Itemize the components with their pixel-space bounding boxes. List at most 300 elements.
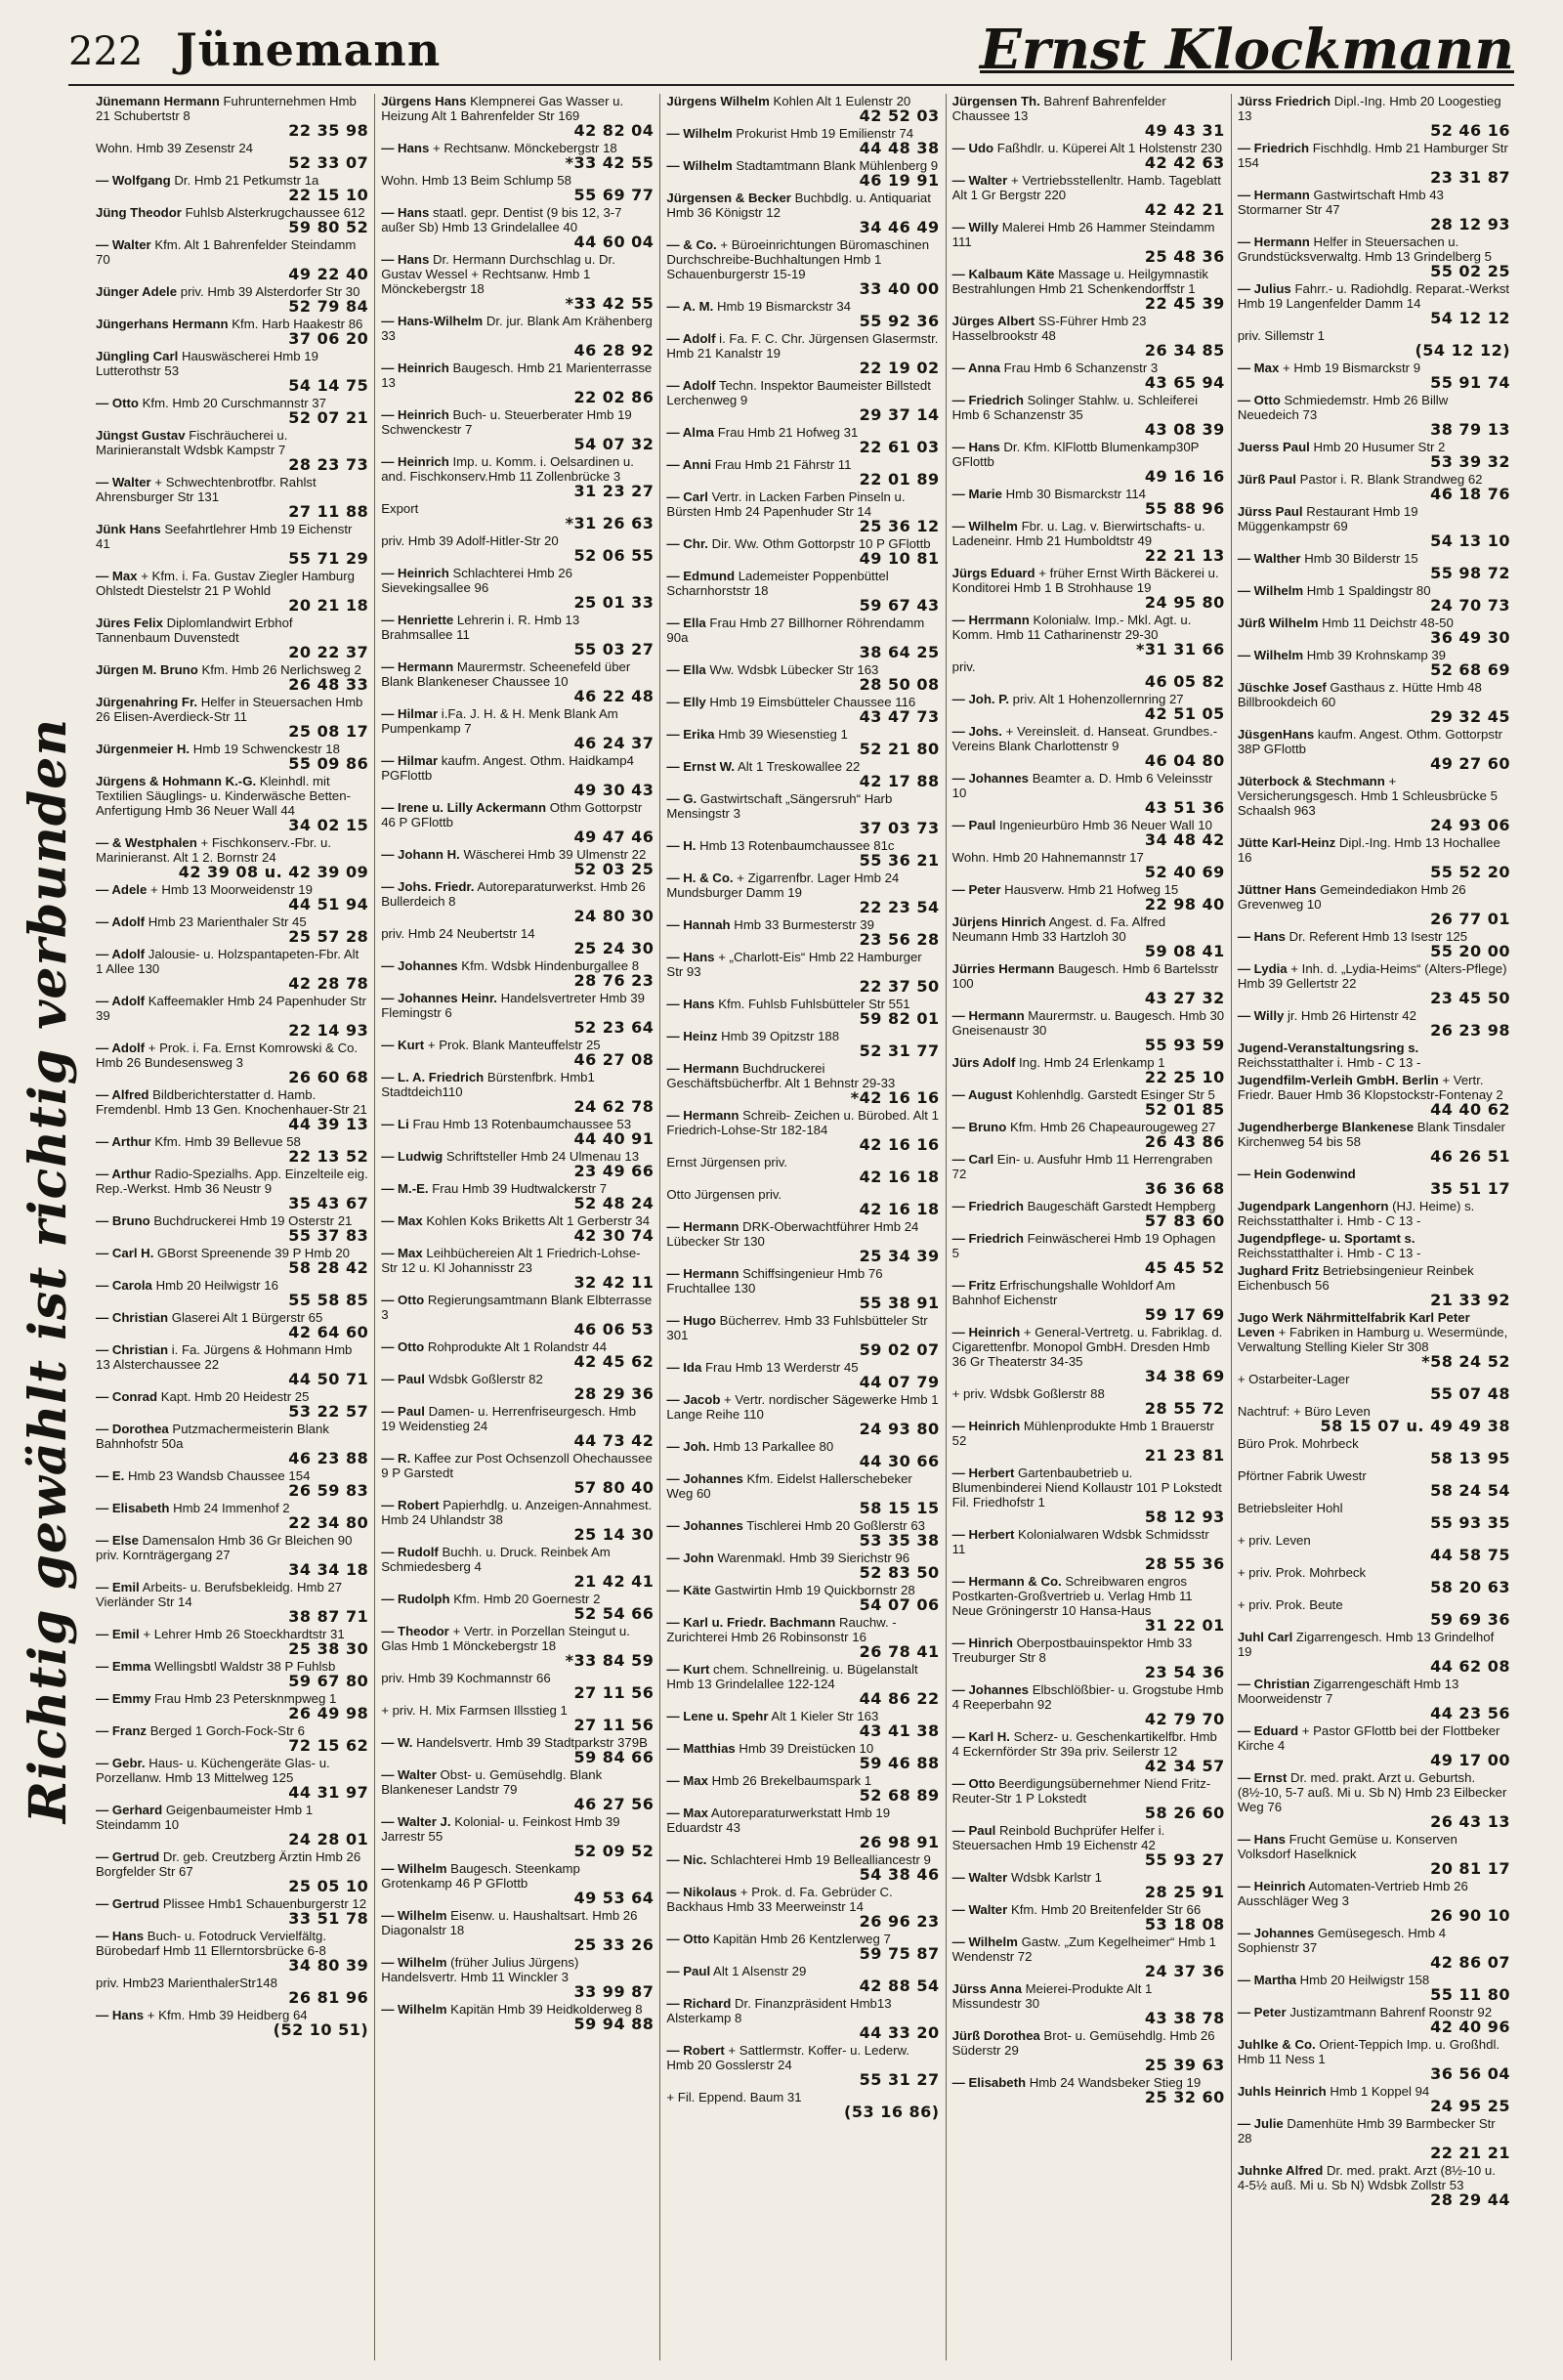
directory-entry (1238, 2163, 1510, 2207)
entry-name: — Wilhelm (1237, 583, 1304, 598)
directory-entry (96, 317, 368, 346)
directory-entry (666, 1266, 939, 1310)
directory-entry (666, 1155, 939, 1184)
entry-detail: Buchdruckerei Geschäftsbücherfbr. Alt 1 Behnstr 29-33 (666, 1061, 896, 1090)
entry-phone-number: 21 33 92 (1430, 1291, 1511, 1309)
entry-phone-number: 26 49 98 (288, 1704, 369, 1722)
directory-entry (381, 361, 654, 404)
entry-phone-number: 28 25 91 (1144, 1883, 1225, 1901)
entry-phone-number: 44 40 62 (1430, 1100, 1511, 1119)
entry-name: — Robert (666, 2043, 725, 2058)
entry-name: — Johs. (951, 724, 1002, 739)
directory-entry (381, 1181, 654, 1211)
entry-detail: Berged 1 Gorch-Fock-Str 6 (149, 1723, 306, 1738)
entry-phone-number: 46 06 53 (573, 1320, 655, 1339)
entry-name: Jürß Wilhelm (1237, 616, 1319, 630)
entry-name: — Nic. (666, 1852, 707, 1867)
entry-detail: + Vereinsleit. d. Hanseat. Grundbes.-Vereins Blank Charlottenstr 9 (951, 724, 1218, 753)
entry-detail: Justizamtmann Bahrenf Roonstr 92 (1289, 2005, 1493, 2019)
directory-entry (381, 1592, 654, 1621)
entry-name: — Martha (1237, 1973, 1296, 1987)
entry-name: — Edmund (666, 569, 736, 583)
directory-entry (381, 1213, 654, 1243)
entry-name: — Wilhelm (1237, 648, 1304, 662)
entry-name: — Adolf (96, 914, 146, 929)
entry-detail: + Inh. d. „Lydia-Heims“ (Alters-Pflege) Hmb 39 Gellertstr 22 (1237, 961, 1507, 991)
directory-entry (952, 1120, 1225, 1149)
entry-phone-number: 24 95 80 (1144, 593, 1225, 612)
directory-entry (952, 818, 1225, 847)
entry-detail: SS-Führer Hmb 23 Hasselbrookstr 48 (951, 314, 1147, 343)
entry-name: Jürgen M. Bruno (96, 662, 198, 677)
entry-name: — Henriette (381, 613, 454, 627)
entry-detail: Hmb 11 Deichstr 48-50 (1322, 616, 1454, 630)
entry-phone-number: 52 06 55 (573, 546, 655, 565)
entry-name: — John (666, 1551, 714, 1565)
entry-name: — Fritz (951, 1278, 996, 1293)
entry-name: — Christian (96, 1342, 169, 1357)
entry-name: — Heinrich (1237, 1879, 1306, 1893)
directory-entry (952, 220, 1225, 264)
entry-name: Jürgenmeier H. (96, 742, 190, 756)
entry-phone-number: 59 75 87 (859, 1944, 940, 1963)
entry-name: — Joh. (666, 1439, 710, 1454)
entry-phone-number: 59 69 36 (1430, 1610, 1511, 1629)
directory-entry (666, 838, 939, 868)
entry-phone-number: 58 13 95 (1430, 1449, 1511, 1467)
entry-name: — Wilhelm (666, 126, 733, 141)
entry-detail: Putzmachermeisterin Blank Bahnhofstr 50a (96, 1422, 329, 1451)
entry-detail: Kaffeemakler Hmb 24 Papenhuder Str 39 (96, 994, 367, 1023)
directory-entry (381, 706, 654, 750)
directory-column (947, 94, 1232, 2360)
entry-name: — Carl (951, 1152, 994, 1167)
entry-phone-number: 23 56 28 (859, 930, 940, 949)
entry-phone-number: 44 33 20 (859, 2023, 940, 2042)
entry-detail: Hausverw. Hmb 21 Hofweg 15 (1004, 882, 1179, 897)
entry-detail: Wohn. Hmb 20 Hahnemannstr 17 (951, 850, 1144, 865)
entry-detail: priv. Hmb 39 Kochmannstr 66 (381, 1671, 551, 1685)
directory-entry (952, 1055, 1225, 1084)
directory-entry (952, 1729, 1225, 1773)
directory-entry (952, 1152, 1225, 1196)
entry-name: — Ernst W. (666, 759, 736, 774)
directory-entry (381, 1908, 654, 1952)
directory-entry (666, 1773, 939, 1803)
entry-phone-number: 35 43 67 (288, 1194, 369, 1212)
directory-entry (381, 800, 654, 844)
directory-entry (952, 1636, 1225, 1679)
directory-entry (952, 2075, 1225, 2104)
entry-phone-number: 25 38 30 (288, 1639, 369, 1658)
entry-phone-number: 42 16 16 (859, 1135, 940, 1154)
entry-name: — Alma (666, 425, 715, 440)
entry-detail: Rohprodukte Alt 1 Rolandstr 44 (427, 1339, 608, 1354)
entry-detail: Buchbdlg. u. Antiquariat Hmb 36 Königstr 12 (666, 191, 931, 220)
entry-phone-number: 23 31 87 (1430, 168, 1511, 187)
directory-entry (96, 1213, 368, 1243)
entry-phone-number: 22 13 52 (288, 1147, 369, 1166)
entry-phone-number: 28 55 72 (1144, 1399, 1225, 1418)
entry-detail: + Fischkonserv.-Fbr. u. Marinieranst. Alt 1 2. Bornstr 24 (96, 835, 331, 865)
entry-detail: Hmb 30 Bismarckstr 114 (1005, 487, 1146, 501)
directory-entry (666, 158, 939, 188)
directory-entry (96, 1468, 368, 1498)
entry-detail: + Pastor GFlottb bei der Flottbeker Kirche 4 (1237, 1723, 1500, 1753)
entry-phone-number: 37 06 20 (288, 329, 369, 348)
entry-detail: + Vertr. nordischer Sägewerke Hmb 1 Lange Reihe 110 (666, 1392, 939, 1422)
entry-phone-number: 52 21 80 (859, 740, 940, 758)
entry-detail: Hmb 24 Immenhof 2 (173, 1501, 290, 1515)
entry-phone-number: 52 09 52 (573, 1842, 655, 1860)
entry-detail: Gastwirtschaft Hmb 43 Stormarner Str 47 (1237, 188, 1444, 217)
entry-detail: Bildberichterstatter d. Hamb. Fremdenbl. Hmb 13 Gen. Knochenhauer-Str 21 (96, 1087, 367, 1117)
entry-phone-number: 38 79 13 (1430, 420, 1511, 439)
entry-detail: Oberpostbauinspektor Hmb 33 Treuburger Str 8 (951, 1636, 1193, 1665)
entry-phone-number: 59 80 52 (288, 218, 369, 236)
entry-name: — Elisabeth (951, 2075, 1027, 2090)
directory-entry (381, 1246, 654, 1290)
entry-name: Jüng Theodor (96, 205, 182, 220)
entry-phone-number: 25 34 39 (859, 1247, 940, 1265)
entry-name: — Richard (666, 1996, 732, 2011)
entry-name: — Walther (1237, 551, 1301, 566)
entry-name: — Heinrich (951, 1325, 1021, 1339)
entry-name: Juhls Heinrich (1237, 2084, 1327, 2099)
entry-name: — Max (381, 1213, 423, 1228)
entry-name: — H. (666, 838, 697, 853)
directory-entry (666, 727, 939, 756)
entry-phone-number: 22 35 98 (288, 121, 369, 140)
entry-detail: Hmb 39 Dreistücken 10 (739, 1741, 874, 1756)
entry-detail: + Prok. i. Fa. Ernst Komrowski & Co. Hmb 26 Bundesensweg 3 (96, 1041, 359, 1070)
entry-name: — Jacob (666, 1392, 721, 1407)
entry-phone-number: 22 19 02 (859, 359, 940, 377)
directory-entry (952, 850, 1225, 879)
directory-entry (96, 1627, 368, 1656)
entry-name: — Wilhelm (951, 1934, 1018, 1949)
entry-detail: Frau Hmb 21 Fährstr 11 (714, 457, 852, 472)
entry-name: Juhlke & Co. (1237, 2037, 1316, 2052)
directory-entry (952, 519, 1225, 563)
entry-detail: Angest. d. Fa. Alfred Neumann Hmb 33 Hartzloh 30 (951, 914, 1166, 944)
entry-name: — Walter (96, 475, 151, 489)
entry-phone-number: 44 73 42 (573, 1431, 655, 1450)
directory-entry (381, 1624, 654, 1668)
entry-name: — Friedrich (951, 1199, 1024, 1213)
directory-entry (381, 454, 654, 498)
directory-entry (1238, 1310, 1510, 1369)
entry-detail: Damen- u. Herrenfriseurgesch. Hmb 19 Weidenstieg 24 (381, 1404, 637, 1433)
entry-detail: Gastwirtschaft „Sängersruh“ Harb Mensingstr 3 (666, 791, 893, 821)
entry-phone-number: 26 48 33 (288, 675, 369, 694)
directory-entry (96, 1041, 368, 1084)
entry-name: — Kurt (666, 1662, 710, 1677)
entry-name: Jugendpflege- u. Sportamt s. (1237, 1231, 1415, 1246)
entry-name: — Johannes (666, 1471, 743, 1486)
entry-phone-number: 34 38 69 (1144, 1367, 1225, 1385)
directory-entry (1238, 961, 1510, 1005)
directory-entry (1238, 929, 1510, 958)
entry-name: — Anni (666, 457, 712, 472)
entry-detail: Maurermstr. u. Baugesch. Hmb 30 Gneisenaustr 30 (951, 1008, 1225, 1038)
directory-entry (1238, 1468, 1510, 1498)
directory-entry (96, 1278, 368, 1307)
entry-detail: + Vertr. in Porzellan Steingut u. Glas Hmb 1 Mönckebergstr 18 (381, 1624, 630, 1653)
entry-detail: Glaserei Alt 1 Bürgerstr 65 (171, 1310, 323, 1325)
entry-detail: Massage u. Heilgymnastik Bestrahlungen Hmb 21 Schenkendorffstr 1 (951, 267, 1208, 296)
directory-entry (381, 141, 654, 170)
entry-phone-number: 46 22 48 (573, 687, 655, 705)
directory-entry (96, 173, 368, 202)
entry-phone-number: 54 14 75 (288, 376, 369, 395)
entry-detail: Eisenw. u. Haushaltsart. Hmb 26 Diagonalstr 18 (381, 1908, 638, 1937)
entry-phone-number: 59 46 88 (859, 1754, 940, 1772)
entry-phone-number: 22 45 39 (1144, 294, 1225, 313)
directory-entry (666, 1029, 939, 1058)
entry-phone-number: 34 46 49 (859, 218, 940, 236)
entry-detail: Kfm. Hmb 20 Curschmannstr 37 (142, 396, 326, 410)
entry-phone-number: 26 78 41 (859, 1642, 940, 1661)
entry-detail: Beamter a. D. Hmb 6 Veleinsstr 10 (951, 771, 1213, 800)
entry-phone-number: 52 01 85 (1144, 1100, 1225, 1119)
directory-entry (381, 1038, 654, 1067)
entry-phone-number: 43 38 78 (1144, 2009, 1225, 2027)
entry-phone-number: 22 21 21 (1430, 2144, 1511, 2162)
entry-detail: kaufm. Angest. Othm. Haidkamp4 PGFlottb (381, 753, 634, 783)
entry-detail: + Büroeinrichtungen Büromaschinen Durchschreibe-Buchhaltungen Hmb 1 Schauenburgerstr 15-19 (666, 237, 930, 281)
entry-name: — Otto (381, 1293, 425, 1307)
entry-name: — Johannes Heinr. (381, 991, 497, 1005)
entry-phone-number: *33 84 59 (565, 1651, 655, 1670)
entry-phone-number: 52 03 25 (573, 860, 655, 878)
entry-phone-number: 55 36 21 (859, 851, 940, 870)
directory-entry (666, 1615, 939, 1659)
directory-entry (952, 1466, 1225, 1524)
entry-name: — Johannes (951, 1682, 1030, 1697)
entry-phone-number: 42 28 78 (288, 974, 369, 993)
entry-detail: Vertr. in Lacken Farben Pinseln u. Bürsten Hmb 24 Papenhuder Str 14 (666, 489, 906, 519)
entry-name: — Theodor (381, 1624, 449, 1638)
entry-detail: Kfm. Alt 1 Bahrenfelder Steindamm 70 (96, 237, 357, 267)
entry-phone-number: *31 26 63 (565, 514, 655, 532)
entry-detail: Wohn. Hmb 39 Zesenstr 24 (96, 141, 254, 155)
entry-phone-number: 22 25 10 (1144, 1068, 1225, 1086)
directory-entry (1238, 281, 1510, 325)
entry-detail: Schlachterei Hmb 19 Bellealliancestr 9 (710, 1852, 931, 1867)
entry-phone-number: 44 51 94 (288, 895, 369, 914)
directory-column (660, 94, 946, 2360)
entry-phone-number: 53 18 08 (1144, 1915, 1225, 1934)
page-header (68, 18, 1514, 82)
entry-phone-number: 52 48 24 (573, 1194, 655, 1212)
entry-phone-number: 49 22 40 (288, 265, 369, 283)
entry-name: — Lene u. Spehr (666, 1709, 769, 1723)
directory-entry (381, 252, 654, 311)
directory-entry (1238, 1973, 1510, 2002)
directory-entry (381, 1372, 654, 1401)
directory-entry (666, 997, 939, 1026)
directory-entry (381, 566, 654, 610)
entry-name: — Wilhelm (666, 158, 733, 173)
entry-detail: Kolonialw. Imp.- Mkl. Agt. u. Komm. Hmb 11 Catharinenstr 29-30 (951, 613, 1192, 642)
entry-phone-number: 25 57 28 (288, 927, 369, 946)
entry-phone-number: 34 80 39 (288, 1956, 369, 1975)
entry-phone-number: 43 41 38 (859, 1721, 940, 1740)
entry-phone-number: 44 23 56 (1430, 1704, 1511, 1722)
entry-detail: Gasthaus z. Hütte Hmb 48 Billbrookdeich 60 (1237, 680, 1482, 709)
entry-phone-number: 43 08 39 (1144, 420, 1225, 439)
entry-detail: Hmb 1 Koppel 94 (1330, 2084, 1430, 2099)
page-number: 222 (68, 29, 144, 74)
entry-phone-number: 22 02 86 (573, 388, 655, 406)
entry-detail: Frau Hmb 13 Rotenbaumchaussee 53 (412, 1117, 632, 1131)
entry-phone-number: (53 16 86) (844, 2103, 940, 2121)
directory-entry (666, 1932, 939, 1961)
directory-entry (96, 914, 368, 944)
directory-entry (666, 1996, 939, 2040)
directory-entry (381, 407, 654, 451)
entry-name: — Adolf (96, 947, 146, 961)
directory-entry (666, 569, 939, 613)
directory-entry (952, 1870, 1225, 1899)
directory-entry (1238, 1630, 1510, 1674)
entry-name: Jürß Paul (1237, 472, 1296, 487)
entry-detail: Hmb 20 Heilwigstr 16 (155, 1278, 278, 1293)
entry-name: Jütte Karl-Heinz (1237, 835, 1336, 850)
entry-name: — Gertrud (96, 1849, 160, 1864)
directory-entry (1238, 1231, 1510, 1260)
entry-phone-number: 20 22 37 (288, 643, 369, 661)
entry-name: — Hans (381, 141, 430, 155)
entry-detail: priv. (951, 659, 976, 674)
entry-phone-number: 42 64 60 (288, 1323, 369, 1341)
directory-entry (666, 237, 939, 296)
entry-detail: priv. Hmb 39 Alsterdorfer Str 30 (180, 284, 360, 299)
entry-name: — Hein Godenwind (1237, 1167, 1356, 1181)
entry-detail: Buchdruckerei Hmb 19 Osterstr 21 (153, 1213, 353, 1228)
entry-name: — Walter (951, 1870, 1008, 1885)
directory-entry (952, 914, 1225, 958)
entry-detail: Hmb 19 Bismarckstr 34 (716, 299, 851, 314)
entry-name: — Erika (666, 727, 715, 742)
entry-name: — Max (96, 569, 138, 583)
directory-entry (952, 173, 1225, 217)
entry-detail: Bahrenf Bahrenfelder Chaussee 13 (951, 94, 1166, 123)
entry-detail: Frau Hmb 13 Werderstr 45 (704, 1360, 859, 1375)
entry-name: — Rudolph (381, 1592, 450, 1606)
entry-name: — Wilhelm (381, 2002, 447, 2017)
entry-name: — Eduard (1237, 1723, 1299, 1738)
entry-phone-number: 52 07 21 (288, 408, 369, 427)
entry-phone-number: *33 42 55 (565, 153, 655, 172)
directory-entry (381, 1293, 654, 1337)
entry-detail: Buchh. u. Druck. Reinbek Am Schmiedesberg 4 (381, 1545, 611, 1574)
directory-entry (952, 692, 1225, 721)
directory-entry (96, 1533, 368, 1577)
side-advertisement-text: Richtig gewählt ist richtig verbunden (19, 717, 79, 1823)
entry-phone-number: 22 23 54 (859, 898, 940, 916)
entry-name: — Gerhard (96, 1803, 163, 1817)
entry-name: — Karl H. (951, 1729, 1010, 1744)
directory-entry (1238, 234, 1510, 278)
entry-name: Jugendpark Langenhorn (1237, 1199, 1389, 1213)
directory-entry (1238, 141, 1510, 185)
entry-detail: Lehrerin i. R. Hmb 13 Brahmsallee 11 (381, 613, 580, 642)
directory-entry (1238, 551, 1510, 580)
entry-phone-number: 42 88 54 (859, 1976, 940, 1995)
entry-name: — A. M. (666, 299, 714, 314)
directory-entry (666, 1313, 939, 1357)
directory-entry (96, 1422, 368, 1466)
entry-phone-number: 24 93 80 (859, 1420, 940, 1438)
entry-detail: Hauswäscherei Hmb 19 Lutterothstr 53 (96, 349, 318, 378)
directory-entry (381, 1117, 654, 1146)
entry-name: — Wolfgang (96, 173, 171, 188)
entry-detail: Hmb 13 Rotenbaumchaussee 81c (699, 838, 895, 853)
entry-phone-number: 25 33 26 (573, 1935, 655, 1954)
entry-name: — Wilhelm (381, 1955, 447, 1970)
entry-detail: Reichsstatthalter i. Hmb - C 13 - (1237, 1055, 1421, 1070)
entry-name: — Hermann (951, 1008, 1025, 1023)
directory-entry (666, 126, 939, 155)
directory-entry (666, 1662, 939, 1706)
directory-entry (96, 349, 368, 393)
entry-detail: Hmb 23 Wandsb Chaussee 154 (127, 1468, 311, 1483)
directory-entry (1238, 393, 1510, 437)
directory-entry (1238, 1436, 1510, 1466)
directory-entry (952, 1981, 1225, 2025)
entry-detail: Kapt. Hmb 20 Heidestr 25 (160, 1389, 310, 1404)
entry-phone-number: 44 40 91 (573, 1129, 655, 1148)
entry-name: — & Westphalen (96, 835, 197, 850)
entry-detail: Reichsstatthalter i. Hmb - C 13 - (1237, 1246, 1421, 1260)
directory-entry (96, 1849, 368, 1893)
directory-entry (666, 489, 939, 533)
directory-entry (1238, 774, 1510, 832)
entry-phone-number: 26 98 91 (859, 1833, 940, 1851)
entry-phone-number: 57 80 40 (573, 1478, 655, 1497)
entry-name: Jürgensen & Becker (666, 191, 791, 205)
entry-phone-number: 58 15 07 u. 49 49 38 (1320, 1417, 1511, 1435)
entry-phone-number: 26 81 96 (288, 1988, 369, 2007)
entry-detail: Baugeschäft Garstedt Hempberg (1027, 1199, 1216, 1213)
entry-name: Jüngerhans Hermann (96, 317, 229, 331)
entry-phone-number: 59 17 69 (1144, 1305, 1225, 1324)
entry-detail: Kleinhdl. mit Textilien Säuglings- u. Kinderwäsche Betten-Anfertigung Hmb 36 Neuer Wall 44 (96, 774, 351, 818)
entry-phone-number: 52 46 16 (1430, 121, 1511, 140)
directory-entry (1238, 648, 1510, 677)
entry-detail: Betriebsingenieur Reinbek Eichenbusch 56 (1237, 1263, 1474, 1293)
entry-detail: Gemüsegesch. Hmb 4 Sophienstr 37 (1237, 1926, 1447, 1955)
entry-name: — Johannes (381, 958, 458, 973)
directory-entry (666, 917, 939, 947)
entry-detail: Wellingsbtl Waldstr 38 P Fuhlsb (154, 1659, 336, 1674)
directory-entry (952, 1278, 1225, 1322)
directory-entry (381, 1498, 654, 1542)
entry-name: Jugend-Veranstaltungsring s. (1237, 1041, 1419, 1055)
entry-phone-number: 43 65 94 (1144, 373, 1225, 392)
entry-name: Juhl Carl (1237, 1630, 1293, 1644)
entry-detail: Rauchw. - Zurichterei Hmb 26 Robinsonstr 16 (666, 1615, 897, 1644)
entry-phone-number: 21 23 81 (1144, 1446, 1225, 1465)
directory-column (90, 94, 375, 2360)
entry-name: Jugendherberge Blankenese (1237, 1120, 1415, 1134)
directory-entry (1238, 1263, 1510, 1307)
entry-name: — Peter (951, 882, 1001, 897)
directory-entry (666, 662, 939, 692)
directory-entry (96, 742, 368, 771)
